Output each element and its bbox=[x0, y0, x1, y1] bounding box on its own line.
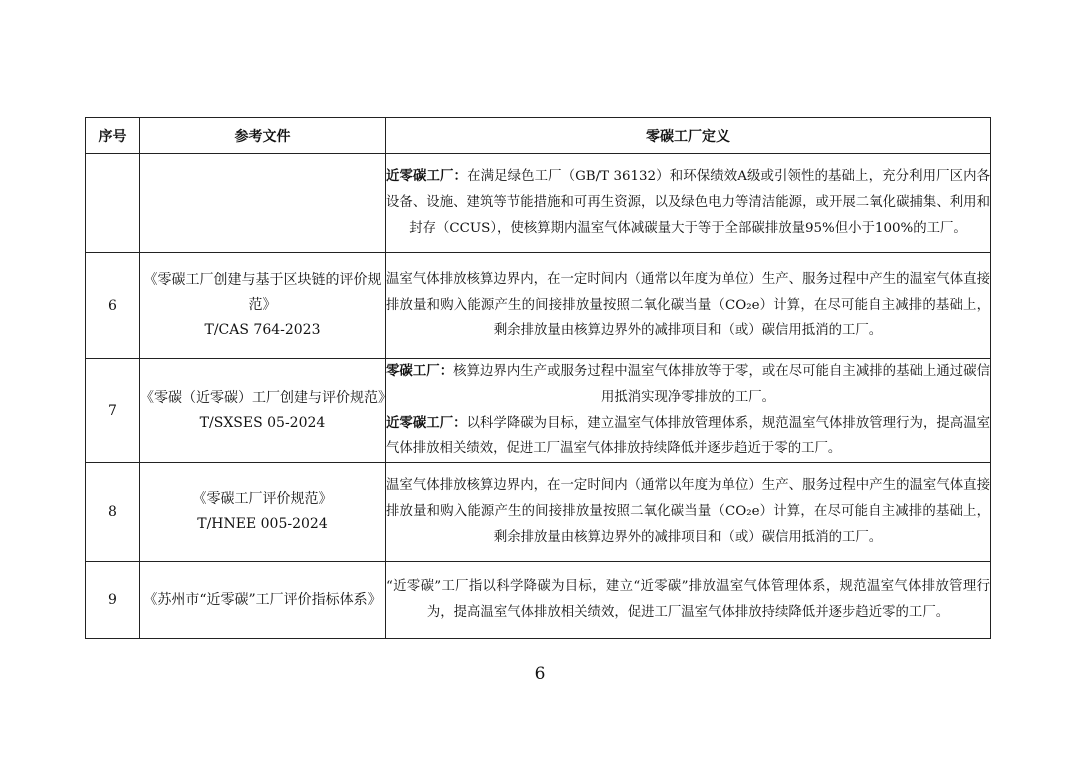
definition-text: 核算边界内生产或服务过程中温室气体排放等于零，或在尽可能自主减排的基础上通过碳信用抵消实现净零排放的工厂。 bbox=[453, 364, 991, 405]
reference-cell bbox=[140, 359, 392, 463]
row-index: 7 bbox=[86, 359, 140, 463]
definition-paragraph bbox=[386, 473, 990, 550]
row-index: 8 bbox=[86, 463, 140, 562]
reference-title: 《零碳工厂评价规范》 bbox=[192, 491, 333, 508]
reference-code: T/SXSES 05-2024 bbox=[199, 414, 326, 431]
definition-text: 温室气体排放核算边界内，在一定时间内（通常以年度为单位）生产、服务过程中产生的温室气体直接排放量和购入能源产生的间接排放量按照二氧化碳当量（CO₂e）计算，在尽可能自主减排的基础上，剩余排放量由核算边界外的减排项目和（或）碳信用抵消的工厂。 bbox=[386, 478, 990, 546]
reference-title: 《苏州市“近零碳”工厂评价指标体系》 bbox=[143, 591, 382, 608]
table-row bbox=[86, 253, 991, 359]
row-index: 9 bbox=[86, 562, 140, 639]
definition-text: 在满足绿色工厂（GB/T 36132）和环保绩效A级或引领性的基础上，充分利用厂区内各设备、设施、建筑等节能措施和可再生资源，以及绿色电力等清洁能源，或开展二氧化碳捕集、利用和封存（CCUS），使核算期内温室气体减碳量大于等于全部碳排放量95%但小于100%的工厂。 bbox=[386, 169, 991, 236]
table-row bbox=[86, 562, 991, 639]
definition-text: “近零碳”工厂指以科学降碳为目标，建立“近零碳”排放温室气体管理体系，规范温室气体排放管理行为，提高温室气体排放相关绩效，促进工厂温室气体排放持续降低并逐步趋近零的工厂。 bbox=[386, 579, 990, 621]
definition-text: 以科学降碳为目标，建立温室气体排放管理体系，规范温室气体排放管理行为，提高温室气体排放相关绩效，促进工厂温室气体排放持续降低并逐步趋近于零的工厂。 bbox=[386, 415, 991, 457]
reference-title: 《零碳（近零碳）工厂创建与评价规范》 bbox=[140, 389, 392, 406]
table-row bbox=[86, 154, 991, 253]
definition-paragraph bbox=[386, 411, 990, 463]
definitions-table bbox=[85, 117, 991, 639]
page-number: 6 bbox=[534, 664, 546, 684]
table-row bbox=[86, 359, 991, 463]
reference-cell bbox=[140, 154, 386, 253]
definition-term: 近零碳工厂 bbox=[386, 415, 454, 431]
definition-cell bbox=[386, 463, 991, 562]
definition-cell bbox=[386, 562, 991, 639]
definition-term: 零碳工厂 bbox=[386, 364, 440, 379]
definition-paragraph bbox=[386, 267, 990, 344]
table-row bbox=[86, 463, 991, 562]
definition-cell bbox=[386, 154, 991, 253]
reference-cell bbox=[140, 463, 386, 562]
definition-paragraph bbox=[386, 164, 990, 241]
reference-cell bbox=[140, 562, 386, 639]
reference-code: T/CAS 764-2023 bbox=[204, 322, 321, 338]
definition-paragraph bbox=[386, 574, 990, 626]
definition-paragraph bbox=[386, 359, 990, 411]
definition-cell bbox=[386, 359, 991, 463]
header-index: 序号 bbox=[86, 118, 140, 154]
definition-separator: ： bbox=[439, 364, 454, 379]
row-index bbox=[86, 154, 140, 253]
definition-term: 近零碳工厂 bbox=[386, 169, 454, 185]
definition-separator: ： bbox=[453, 169, 468, 185]
reference-cell bbox=[140, 253, 386, 359]
definition-text: 温室气体排放核算边界内，在一定时间内（通常以年度为单位）生产、服务过程中产生的温室气体直接排放量和购入能源产生的间接排放量按照二氧化碳当量（CO₂e）计算，在尽可能自主减排的基础上，剩余排放量由核算边界外的减排项目和（或）碳信用抵消的工厂。 bbox=[386, 271, 990, 339]
header-reference: 参考文件 bbox=[140, 118, 386, 154]
table-header-row bbox=[86, 118, 991, 154]
reference-code: T/HNEE 005-2024 bbox=[197, 516, 328, 533]
header-definition: 零碳工厂定义 bbox=[386, 118, 991, 154]
definition-separator: ： bbox=[453, 415, 467, 431]
definition-cell bbox=[386, 253, 991, 359]
row-index: 6 bbox=[86, 253, 140, 359]
reference-title: 《零碳工厂创建与基于区块链的评价规范》 bbox=[143, 272, 382, 313]
